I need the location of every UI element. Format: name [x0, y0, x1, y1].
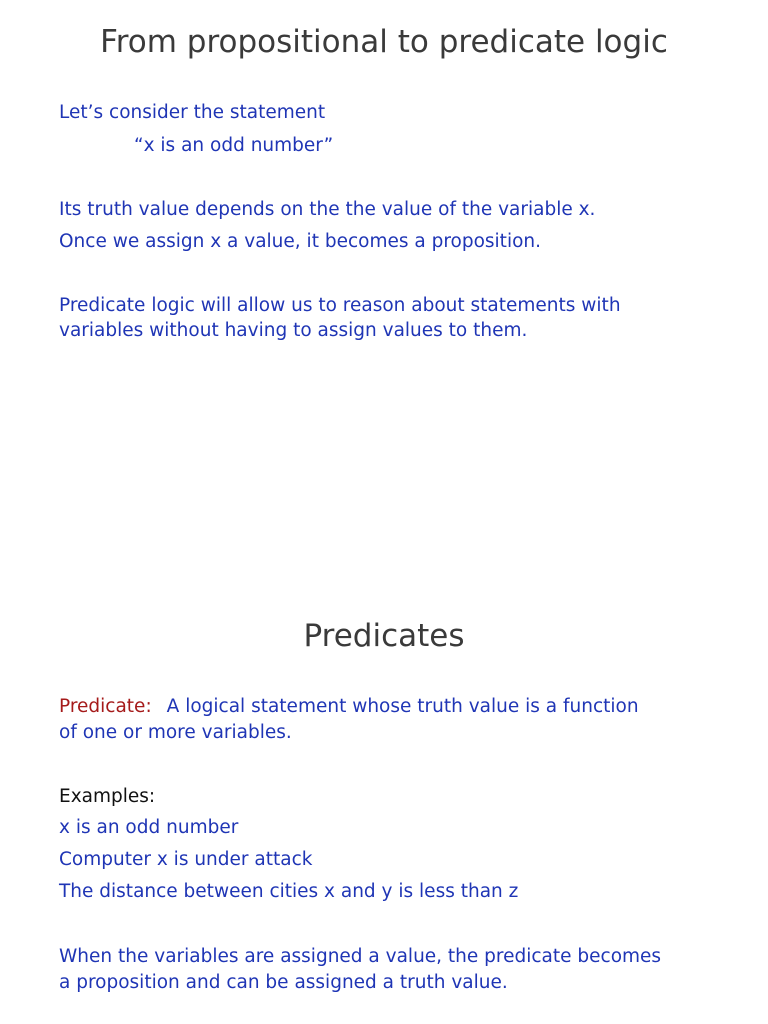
- examples-heading: Examples:: [59, 786, 156, 807]
- intro-text: Let’s consider the statement: [59, 102, 326, 123]
- definition-line: [59, 698, 639, 717]
- example-item: x is an odd number: [59, 817, 239, 838]
- closing-line: a proposition and can be assigned a truth value.: [59, 972, 508, 993]
- example-statement: “x is an odd number”: [134, 135, 334, 156]
- example-item: Computer x is under attack: [59, 849, 313, 870]
- closing-line: When the variables are assigned a value, the predicate becomes: [59, 946, 662, 967]
- slide-title: From propositional to predicate logic: [100, 24, 668, 60]
- example-item: The distance between cities x and y is less than z: [59, 881, 519, 902]
- slide-title: Predicates: [303, 618, 465, 654]
- definition-term: Predicate:: [59, 696, 152, 717]
- slide-predicates: [0, 590, 768, 1024]
- paragraph-line: variables without having to assign values to them.: [59, 320, 528, 341]
- definition-text: A logical statement whose truth value is a function: [166, 696, 639, 717]
- paragraph-line: Its truth value depends on the the value of the variable x.: [59, 199, 596, 220]
- paragraph-line: Predicate logic will allow us to reason about statements with: [59, 295, 621, 316]
- definition-text-continued: of one or more variables.: [59, 722, 292, 743]
- paragraph-line: Once we assign x a value, it becomes a proposition.: [59, 231, 542, 252]
